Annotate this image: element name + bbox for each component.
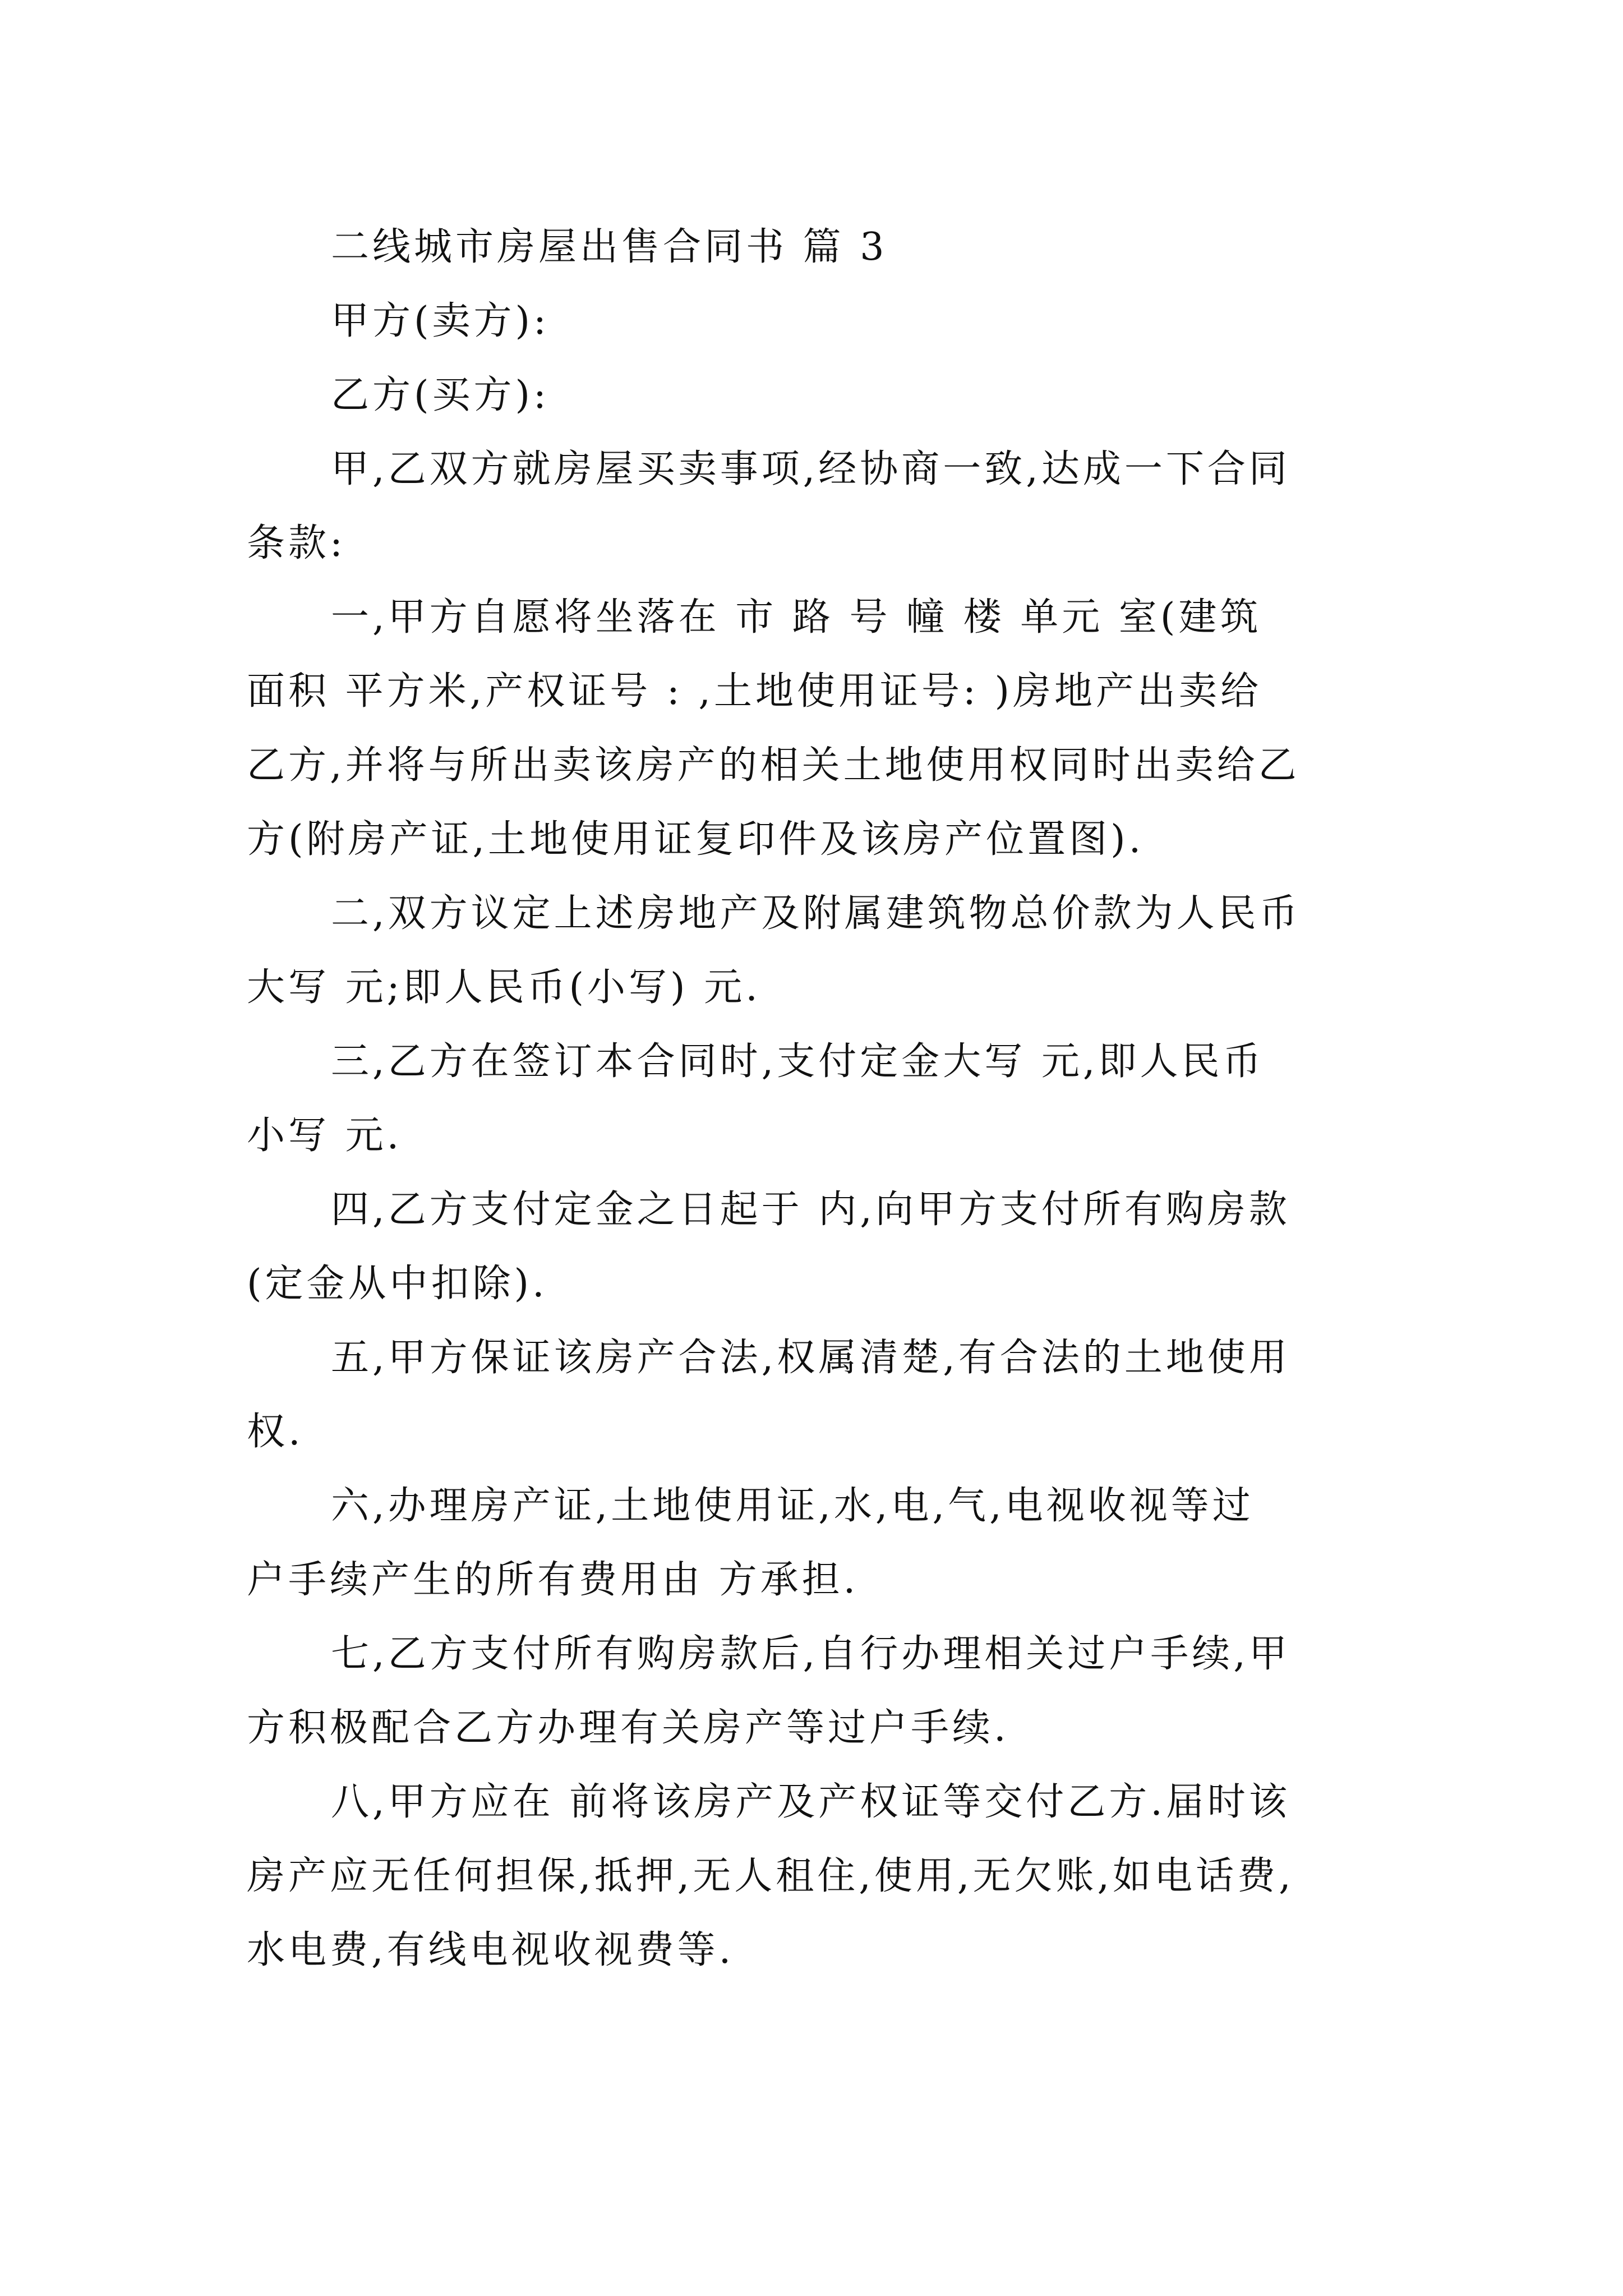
clause-1 [247, 581, 1382, 877]
paragraph-line: (定金从中扣除). [247, 1262, 548, 1306]
paragraph-line: 甲,乙双方就房屋买卖事项,经协商一致,达成一下合同 [331, 447, 1290, 491]
paragraph-line: 方积极配合乙方办理有关房产等过户手续. [247, 1706, 1009, 1750]
contract-text [247, 210, 1382, 1987]
paragraph-line: 权. [247, 1410, 304, 1454]
paragraph-line: 二,双方议定上述房地产及附属建筑物总价款为人民币 [331, 891, 1301, 936]
paragraph-line: 水电费,有线电视收视费等. [247, 1928, 735, 1972]
paragraph-seller [247, 284, 1382, 358]
paragraph-line: 甲方(卖方): [331, 299, 550, 343]
paragraph-line: 乙方,并将与所出卖该房产的相关土地使用权同时出卖给乙 [247, 743, 1300, 788]
paragraph-line: 七,乙方支付所有购房款后,自行办理相关过户手续,甲 [331, 1632, 1290, 1676]
paragraph-intro [247, 432, 1382, 581]
paragraph-line: 八,甲方应在 前将该房产及产权证等交付乙方.届时该 [331, 1780, 1290, 1824]
clause-7 [247, 1617, 1382, 1765]
paragraph-line: 户手续产生的所有费用由 方承担. [247, 1558, 859, 1602]
paragraph-buyer [247, 358, 1382, 432]
paragraph-line: 乙方(买方): [331, 373, 550, 417]
paragraph-line: 小写 元. [247, 1114, 403, 1158]
paragraph-line: 一,甲方自愿将坐落在 市 路 号 幢 楼 单元 室(建筑 [331, 595, 1262, 639]
clause-3 [247, 1025, 1382, 1173]
clause-4 [247, 1173, 1382, 1321]
paragraph-line: 面积 平方米,产权证号 : ,土地使用证号: )房地产出卖给 [247, 669, 1262, 714]
paragraph-line: 方(附房产证,土地使用证复印件及该房产位置图). [247, 817, 1145, 862]
clause-5 [247, 1321, 1382, 1469]
paragraph-line: 四,乙方支付定金之日起于 内,向甲方支付所有购房款 [331, 1188, 1290, 1232]
paragraph-line: 三,乙方在签订本合同时,支付定金大写 元,即人民币 [331, 1039, 1265, 1084]
paragraph-line: 条款: [247, 521, 346, 565]
paragraph-line: 五,甲方保证该房产合法,权属清楚,有合法的土地使用 [331, 1336, 1290, 1380]
document-title: 二线城市房屋出售合同书 篇 3 [331, 225, 888, 269]
paragraph-line: 六,办理房产证,土地使用证,水,电,气,电视收视等过 [331, 1484, 1254, 1528]
clause-2 [247, 877, 1382, 1025]
paragraph-line: 房产应无任何担保,抵押,无人租住,使用,无欠账,如电话费, [247, 1854, 1294, 1898]
clause-8 [247, 1765, 1382, 1987]
clause-6 [247, 1469, 1382, 1617]
paragraph-line: 大写 元;即人民币(小写) 元. [247, 965, 761, 1010]
